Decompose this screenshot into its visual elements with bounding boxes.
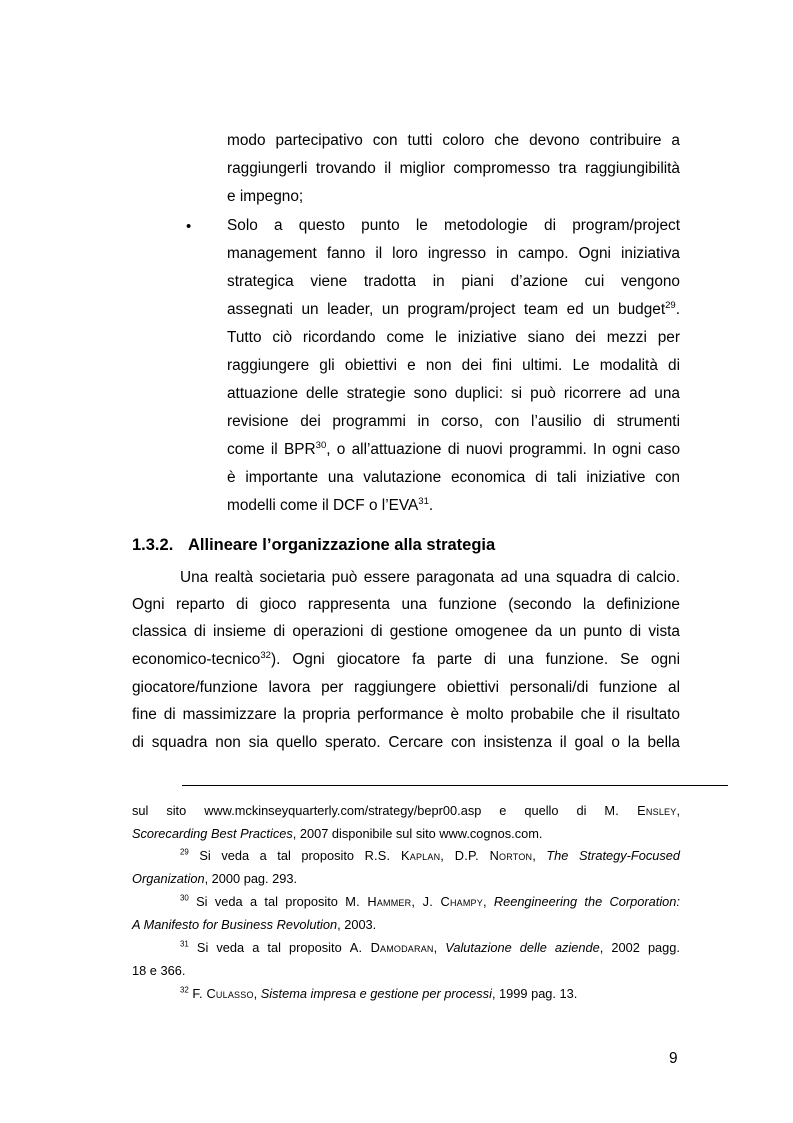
text-run: Una realtà societaria può essere paragonata ad una squadra di calcio.: [180, 569, 680, 586]
text-run: management fanno il loro ingresso in campo. Ogni iniziativa: [227, 245, 680, 262]
text-run: economico-tecnico: [132, 651, 261, 668]
italic-text: A Manifesto for Business Revolution: [132, 917, 338, 932]
text-run: sul sito www.mckinseyquarterly.com/strategy/bepr00.asp e quello di: [132, 803, 605, 818]
footnote-line: [132, 803, 680, 818]
text-run: attuazione delle strategie sono duplici: si può ricorrere ad una: [227, 385, 680, 402]
text-run: revisione dei programmi in corso, con l’ausilio di strumenti: [227, 413, 680, 430]
text-run: modelli come il DCF o l’EVA: [227, 497, 419, 514]
body-line: [227, 497, 680, 515]
body-line: [227, 217, 680, 235]
body-line: [132, 679, 680, 697]
body-line: [227, 469, 680, 487]
footnote-line: [132, 917, 680, 932]
body-line: [227, 441, 680, 459]
italic-text: Scorecarding Best Practices: [132, 826, 293, 841]
text-run: , 2002 pagg.: [599, 940, 680, 955]
text-run: strategica viene tradotta in piani d’azione cui vengono: [227, 273, 680, 290]
body-line: [132, 651, 680, 669]
body-line: [132, 734, 680, 752]
text-run: ,: [676, 803, 680, 818]
small-caps-name: M. Ensley: [604, 803, 677, 818]
footnote-ref: 32: [180, 985, 189, 995]
text-run: , 2007 disponibile sul sito www.cognos.com.: [292, 826, 543, 841]
text-run: Si veda a tal proposito: [188, 894, 346, 909]
text-run: ,: [433, 940, 446, 955]
text-run: 18 e 366.: [132, 963, 186, 978]
text-run: è importante una valutazione economica di tali iniziative con: [227, 469, 680, 486]
text-run: .: [675, 301, 680, 318]
section-number: 1.3.2.: [132, 536, 174, 554]
body-line: [227, 385, 680, 403]
footnote-line: [132, 871, 680, 886]
footnote-line: [180, 894, 680, 909]
text-run: Si veda a tal proposito: [188, 940, 350, 955]
body-line: [227, 245, 680, 263]
text-run: .: [428, 497, 434, 514]
text-run: raggiungere gli obiettivi e non dei fini ultimi. Le modalità di: [227, 357, 680, 374]
body-line: [227, 357, 680, 375]
footnote-line: [180, 940, 680, 955]
footnote-ref: 30: [315, 439, 327, 451]
text-run: , 1999 pag. 13.: [491, 986, 578, 1001]
italic-text: Valutazione delle aziende: [445, 940, 600, 955]
footnote-ref: 29: [665, 299, 676, 311]
text-run: Ogni reparto di gioco rappresenta una funzione (secondo la definizione: [132, 596, 680, 613]
body-line: [227, 329, 680, 347]
text-run: Solo a questo punto le metodologie di program/project: [227, 217, 680, 234]
italic-text: Sistema impresa e gestione per processi: [260, 986, 492, 1001]
bullet-marker: •: [186, 218, 192, 235]
text-run: ). Ogni giocatore fa parte di una funzione. Se ogni: [270, 651, 680, 668]
body-line: [227, 160, 680, 178]
body-line: [132, 706, 680, 724]
body-line: [180, 569, 680, 587]
text-run: e impegno;: [227, 188, 304, 205]
text-run: classica di insieme di operazioni di gestione omogenee da un punto di vista: [132, 623, 680, 640]
footnote-ref: 32: [260, 649, 271, 661]
page-number: 9: [669, 1050, 678, 1067]
text-run: Tutto ciò ricordando come le iniziative siano dei mezzi per: [227, 329, 680, 346]
body-line: [132, 596, 680, 614]
italic-text: The Strategy-Focused: [546, 848, 680, 863]
text-run: assegnati un leader, un program/project team ed un budget: [227, 301, 666, 318]
text-run: fine di massimizzare la propria performance è molto probabile che il risultato: [132, 706, 680, 723]
footnote-line: [180, 848, 680, 863]
small-caps-name: F. Culasso: [192, 986, 254, 1001]
text-run: , 2003.: [337, 917, 377, 932]
section-title: Allineare l’organizzazione alla strategia: [188, 536, 496, 554]
text-run: ,: [532, 848, 547, 863]
body-line: [227, 413, 680, 431]
footnote-line: [180, 986, 680, 1001]
footnote-ref: 31: [180, 939, 189, 949]
small-caps-name: M. Hammer, J. Champy: [345, 894, 483, 909]
footnote-ref: 30: [180, 893, 189, 903]
text-run: , 2000 pag. 293.: [204, 871, 298, 886]
text-run: raggiungerli trovando il miglior compromesso tra raggiungibilità: [227, 160, 680, 177]
text-run: ,: [482, 894, 494, 909]
footnote-line: [132, 826, 680, 841]
body-line: [227, 301, 680, 319]
text-run: , o all’attuazione di nuovi programmi. In ogni caso: [326, 441, 681, 458]
footnote-ref: 31: [418, 495, 429, 507]
small-caps-name: A. Damodaran: [349, 940, 434, 955]
footnote-ref: 29: [180, 847, 189, 857]
section-heading: [132, 535, 680, 555]
body-line: [227, 132, 680, 150]
text-run: come il BPR: [227, 441, 316, 458]
body-line: [132, 623, 680, 641]
text-run: di squadra non sia quello sperato. Cercare con insistenza il goal o la bella: [132, 734, 680, 751]
italic-text: Organization: [132, 871, 205, 886]
footnote-line: [132, 963, 680, 978]
text-run: giocatore/funzione lavora per raggiungere obiettivi personali/di funzione al: [132, 679, 680, 696]
text-run: ,: [253, 986, 261, 1001]
small-caps-name: R.S. Kaplan, D.P. Norton: [364, 848, 533, 863]
italic-text: Reengineering the Corporation:: [493, 894, 680, 909]
body-line: [227, 188, 680, 206]
body-line: [227, 273, 680, 291]
text-run: modo partecipativo con tutti coloro che devono contribuire a: [227, 132, 680, 149]
text-run: Si veda a tal proposito: [188, 848, 365, 863]
footnote-separator: [182, 785, 728, 786]
